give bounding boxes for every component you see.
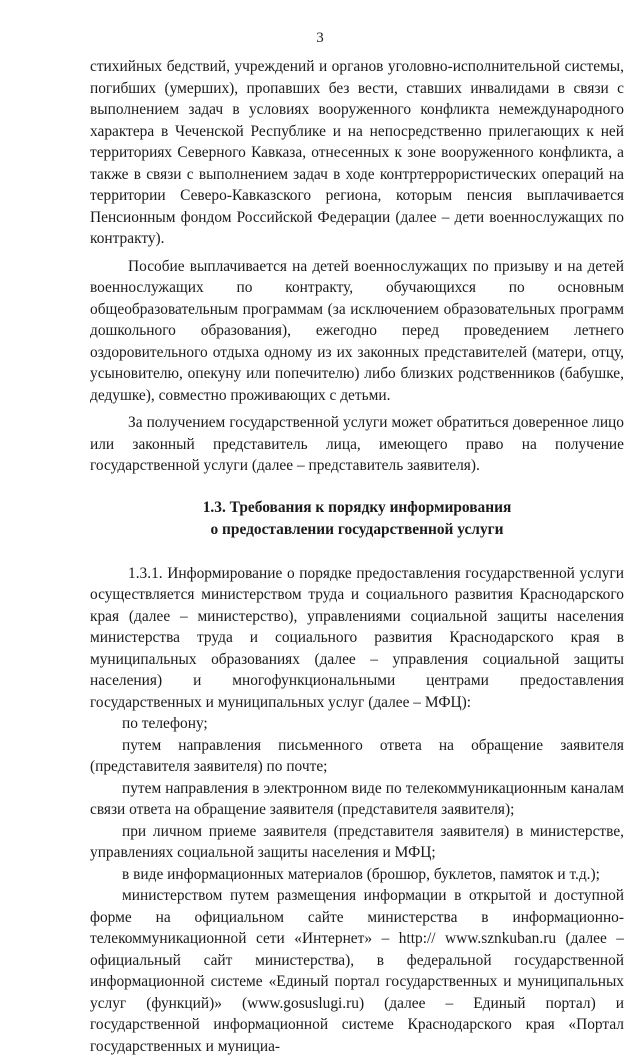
section-heading-line2: о предоставлении государственной услуги (210, 520, 504, 538)
paragraph-informing: 1.3.1. Информирование о порядке предоставления государственной услуги осуществляется министерством труда и социального развития Краснодарского края (далее – министерство), управлениями социальной защиты населения министерства труда и социального развития Краснодарского края в муниципальных образованиях (далее – управления социальной защиты населения) и многофункциональными центрами предоставления государственных и муниципальных услуг (далее – МФЦ): (90, 564, 624, 711)
list-item-website: министерством путем размещения информации в открытой и доступной форме на официальном сайте министерства в информационно-телекоммуникационной сети «Интернет» – http:// www.sznkuban.ru (далее – официальный сайт министерства), в федеральной государственной информационной системе «Единый портал государственных и муниципальных услуг (функций)» (www.gosuslugi.ru) (далее – Единый портал) и государственной информационной системе Краснодарского края «Портал государственных и мунициа- (90, 887, 624, 1055)
section-heading (90, 497, 624, 541)
page-number: 3 (316, 30, 324, 46)
list-item-electronic: путем направления в электронном виде по телекоммуникационным каналам связи ответа на обращение заявителя (представителя заявителя); (90, 779, 624, 818)
document-body (90, 56, 624, 1057)
list-item-personal: при личном приеме заявителя (представителя заявителя) в министерстве, управлениях социальной защиты населения и МФЦ; (90, 822, 624, 861)
paragraph-benefit: Пособие выплачивается на детей военнослужащих по призыву и на детей военнослужащих по контракту, обучающихся по основным общеобразовательным программам (за исключением образовательных программ дошкольного образования), ежегодно перед проведением летнего оздоровительного отдыха одному из их законных представителей (матери, отцу, усыновителю, опекуну или попечителю) либо близких родственников (бабушке, дедушке), совместно проживающих с детьми. (90, 257, 624, 404)
section-heading-line1: 1.3. Требования к порядку информирования (202, 498, 512, 516)
list-item-phone: по телефону; (122, 715, 208, 732)
paragraph-representative: За получением государственной услуги может обратиться доверенное лицо или законный представитель лица, имеющего право на получение государственной услуги (далее – представитель заявителя). (90, 414, 624, 474)
paragraph-continuation: стихийных бедствий, учреждений и органов уголовно-исполнительной системы, погибших (умерших), пропавших без вести, ставших инвалидами в связи с выполнением задач в условиях вооруженного конфликта немеждународного характера в Чеченской Республике и на непосредственно прилегающих к ней территориях Северного Кавказа, отнесенных к зоне вооруженного конфликта, а также в связи с выполнением задач в ходе контртеррористических операций на территории Северо-Кавказского региона, которым пенсия выплачивается Пенсионным фондом Российской Федерации (далее – дети военнослужащих по контракту). (90, 58, 624, 247)
list-item-mail: путем направления письменного ответа на обращение заявителя (представителя заявителя) по почте; (90, 736, 624, 775)
list-item-materials: в виде информационных материалов (брошюр, буклетов, памяток и т.д.); (122, 865, 600, 883)
